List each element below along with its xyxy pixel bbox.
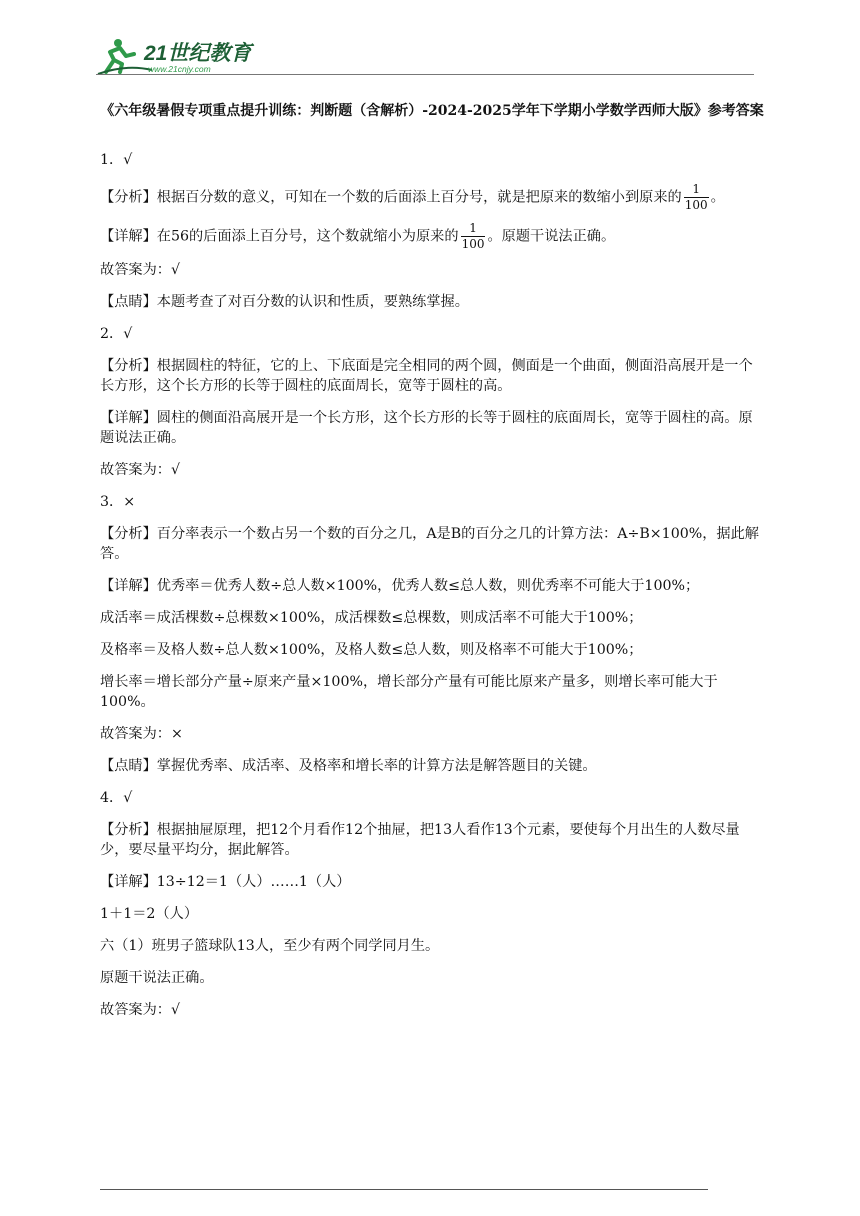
q3-answer: 3．× bbox=[100, 494, 136, 510]
svg-text:21世纪教育: 21世纪教育 bbox=[144, 42, 252, 65]
q1-detail bbox=[100, 221, 764, 260]
q3-detail-2: 成活率＝成活棵数÷总棵数×100%，成活棵数≤总棵数，则成活率不可能大于100%； bbox=[100, 610, 643, 626]
q2-conclusion: 故答案为：√ bbox=[100, 462, 180, 478]
q1-detail-text: 【详解】在56的后面添上百分号，这个数就缩小为原来的 bbox=[100, 228, 459, 245]
q1-conclusion: 故答案为：√ bbox=[100, 262, 180, 278]
fraction-denominator: 100 bbox=[684, 198, 708, 212]
header-divider bbox=[96, 74, 754, 75]
q1-analysis-text: 【分析】根据百分数的意义，可知在一个数的后面添上百分号，就是把原来的数缩小到原来的 bbox=[100, 189, 682, 206]
fraction-numerator: 1 bbox=[461, 221, 486, 237]
q4-answer: 4．√ bbox=[100, 790, 133, 806]
logo-21cnjy bbox=[96, 34, 266, 78]
page-header bbox=[96, 34, 754, 78]
answer-body bbox=[100, 150, 764, 1032]
q4-detail-2: 1＋1＝2（人） bbox=[100, 906, 199, 922]
footer-divider bbox=[100, 1189, 708, 1190]
q3-conclusion: 故答案为：× bbox=[100, 726, 183, 742]
q1-detail-end: 。原题干说法正确。 bbox=[487, 228, 616, 245]
q4-detail-3: 六（1）班男子篮球队13人，至少有两个同学同月生。 bbox=[100, 938, 440, 954]
fraction bbox=[461, 221, 486, 252]
q1-analysis-end: 。 bbox=[710, 189, 725, 206]
fraction-denominator: 100 bbox=[461, 237, 485, 251]
document-title: 《六年级暑假专项重点提升训练：判断题（含解析）-2024-2025学年下学期小学数学西师大版》参考答案 bbox=[100, 103, 764, 119]
fraction bbox=[684, 182, 709, 213]
fraction-numerator: 1 bbox=[684, 182, 709, 198]
q1-comment: 【点睛】本题考查了对百分数的认识和性质，要熟练掌握。 bbox=[100, 294, 469, 310]
q3-detail-3: 及格率＝及格人数÷总人数×100%，及格人数≤总人数，则及格率不可能大于100%； bbox=[100, 642, 643, 658]
q3-detail-1: 【详解】优秀率＝优秀人数÷总人数×100%，优秀人数≤总人数，则优秀率不可能大于100%； bbox=[100, 578, 700, 594]
q4-detail-4: 原题干说法正确。 bbox=[100, 970, 214, 986]
q1-answer: 1．√ bbox=[100, 152, 133, 168]
q4-detail-1: 【详解】13÷12＝1（人）……1（人） bbox=[100, 874, 351, 890]
q4-analysis: 【分析】根据抽屉原理，把12个月看作12个抽屉，把13人看作13个元素，要使每个月出生的人数尽量少，要尽量平均分，据此解答。 bbox=[100, 822, 740, 858]
q3-detail-4: 增长率＝增长部分产量÷原来产量×100%，增长部分产量有可能比原来产量多，则增长率可能大于100%。 bbox=[100, 674, 718, 710]
q2-analysis: 【分析】根据圆柱的特征，它的上、下底面是完全相同的两个圆，侧面是一个曲面，侧面沿高展开是一个长方形，这个长方形的长等于圆柱的底面周长，宽等于圆柱的高。 bbox=[100, 358, 753, 394]
q2-detail: 【详解】圆柱的侧面沿高展开是一个长方形，这个长方形的长等于圆柱的底面周长，宽等于圆柱的高。原题说法正确。 bbox=[100, 410, 753, 446]
svg-text:www.21cnjy.com: www.21cnjy.com bbox=[148, 64, 211, 74]
q3-comment: 【点睛】掌握优秀率、成活率、及格率和增长率的计算方法是解答题目的关键。 bbox=[100, 758, 597, 774]
q4-conclusion: 故答案为：√ bbox=[100, 1002, 180, 1018]
q3-analysis: 【分析】百分率表示一个数占另一个数的百分之几，A是B的百分之几的计算方法：A÷B×100%，据此解答。 bbox=[100, 526, 759, 562]
q1-analysis bbox=[100, 182, 764, 221]
q2-answer: 2．√ bbox=[100, 326, 133, 342]
